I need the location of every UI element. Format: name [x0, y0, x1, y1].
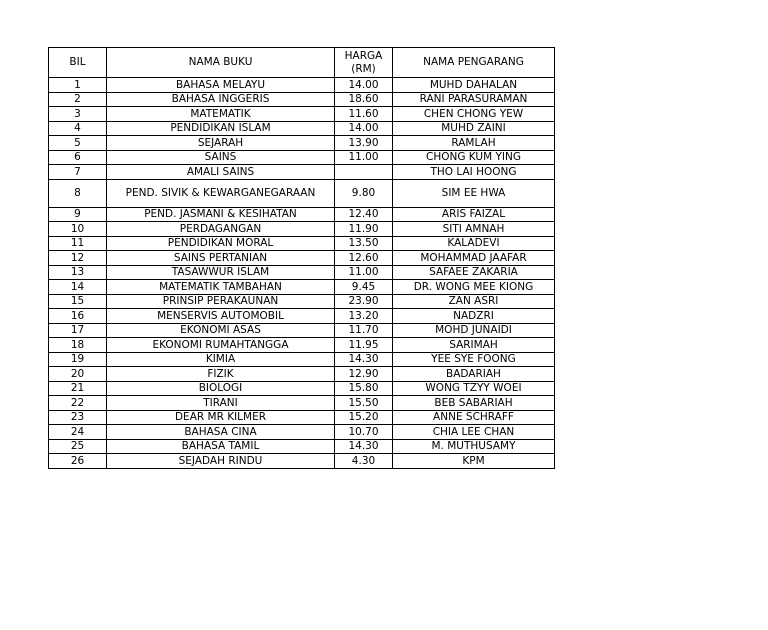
- cell-nama-buku: BAHASA CINA: [107, 425, 335, 440]
- cell-nama-buku: MATEMATIK: [107, 107, 335, 122]
- cell-nama-buku: FIZIK: [107, 367, 335, 382]
- cell-harga: 15.50: [335, 396, 393, 411]
- table-row: [49, 107, 555, 122]
- table-row: [49, 165, 555, 180]
- table-row: [49, 367, 555, 382]
- cell-nama-buku: BAHASA MELAYU: [107, 78, 335, 93]
- table-row: [49, 439, 555, 454]
- cell-nama-buku: SAINS PERTANIAN: [107, 251, 335, 266]
- cell-nama-pengarang: CHEN CHONG YEW: [393, 107, 555, 122]
- cell-harga: 12.90: [335, 367, 393, 382]
- cell-bil: 10: [49, 222, 107, 237]
- header-nama-pengarang: NAMA PENGARANG: [393, 48, 555, 78]
- cell-bil: 12: [49, 251, 107, 266]
- table-row: [49, 150, 555, 165]
- cell-nama-buku: PENDIDIKAN MORAL: [107, 236, 335, 251]
- cell-nama-buku: PEND. JASMANI & KESIHATAN: [107, 207, 335, 222]
- cell-bil: 22: [49, 396, 107, 411]
- cell-nama-buku: DEAR MR KILMER: [107, 410, 335, 425]
- cell-nama-buku: PERDAGANGAN: [107, 222, 335, 237]
- cell-harga: 11.00: [335, 265, 393, 280]
- cell-nama-pengarang: KALADEVI: [393, 236, 555, 251]
- cell-nama-pengarang: RANI PARASURAMAN: [393, 92, 555, 107]
- cell-harga: 12.40: [335, 207, 393, 222]
- cell-harga: 11.00: [335, 150, 393, 165]
- cell-nama-buku: MENSERVIS AUTOMOBIL: [107, 309, 335, 324]
- cell-harga: 14.30: [335, 352, 393, 367]
- cell-harga: 11.90: [335, 222, 393, 237]
- table-row: [49, 222, 555, 237]
- cell-harga: [335, 165, 393, 180]
- cell-nama-pengarang: CHIA LEE CHAN: [393, 425, 555, 440]
- table-row: [49, 92, 555, 107]
- cell-bil: 21: [49, 381, 107, 396]
- cell-nama-pengarang: WONG TZYY WOEI: [393, 381, 555, 396]
- cell-nama-pengarang: BADARIAH: [393, 367, 555, 382]
- table-row: [49, 251, 555, 266]
- table-header: [49, 48, 555, 78]
- cell-nama-pengarang: BEB SABARIAH: [393, 396, 555, 411]
- cell-nama-pengarang: THO LAI HOONG: [393, 165, 555, 180]
- cell-nama-buku: BIOLOGI: [107, 381, 335, 396]
- cell-bil: 16: [49, 309, 107, 324]
- cell-nama-buku: TIRANI: [107, 396, 335, 411]
- cell-harga: 12.60: [335, 251, 393, 266]
- cell-nama-buku: BAHASA TAMIL: [107, 439, 335, 454]
- table-row: [49, 179, 555, 207]
- cell-harga: 15.80: [335, 381, 393, 396]
- table-row: [49, 381, 555, 396]
- cell-nama-buku: KIMIA: [107, 352, 335, 367]
- cell-harga: 18.60: [335, 92, 393, 107]
- cell-nama-pengarang: MUHD DAHALAN: [393, 78, 555, 93]
- cell-harga: 14.30: [335, 439, 393, 454]
- cell-nama-buku: MATEMATIK TAMBAHAN: [107, 280, 335, 295]
- cell-nama-pengarang: MUHD ZAINI: [393, 121, 555, 136]
- table-row: [49, 323, 555, 338]
- table-row: [49, 454, 555, 469]
- cell-bil: 4: [49, 121, 107, 136]
- table-row: [49, 236, 555, 251]
- cell-nama-pengarang: ARIS FAIZAL: [393, 207, 555, 222]
- cell-bil: 6: [49, 150, 107, 165]
- table-row: [49, 294, 555, 309]
- cell-nama-buku: PRINSIP PERAKAUNAN: [107, 294, 335, 309]
- table-row: [49, 121, 555, 136]
- cell-bil: 23: [49, 410, 107, 425]
- cell-nama-pengarang: DR. WONG MEE KIONG: [393, 280, 555, 295]
- table-row: [49, 396, 555, 411]
- cell-harga: 13.20: [335, 309, 393, 324]
- cell-nama-pengarang: KPM: [393, 454, 555, 469]
- cell-nama-pengarang: MOHD JUNAIDI: [393, 323, 555, 338]
- cell-bil: 14: [49, 280, 107, 295]
- cell-nama-pengarang: CHONG KUM YING: [393, 150, 555, 165]
- cell-bil: 24: [49, 425, 107, 440]
- cell-bil: 20: [49, 367, 107, 382]
- cell-bil: 9: [49, 207, 107, 222]
- header-nama-buku: NAMA BUKU: [107, 48, 335, 78]
- cell-harga: 14.00: [335, 78, 393, 93]
- cell-nama-pengarang: ANNE SCHRAFF: [393, 410, 555, 425]
- cell-nama-pengarang: SITI AMNAH: [393, 222, 555, 237]
- header-row: [49, 48, 555, 78]
- cell-nama-buku: EKONOMI RUMAHTANGGA: [107, 338, 335, 353]
- cell-bil: 5: [49, 136, 107, 151]
- cell-bil: 13: [49, 265, 107, 280]
- cell-nama-buku: SEJADAH RINDU: [107, 454, 335, 469]
- cell-nama-pengarang: SIM EE HWA: [393, 179, 555, 207]
- cell-nama-pengarang: SAFAEE ZAKARIA: [393, 265, 555, 280]
- cell-harga: 4.30: [335, 454, 393, 469]
- cell-harga: 9.80: [335, 179, 393, 207]
- table-row: [49, 78, 555, 93]
- cell-nama-buku: SAINS: [107, 150, 335, 165]
- header-harga: [335, 48, 393, 78]
- cell-harga: 11.95: [335, 338, 393, 353]
- cell-nama-pengarang: M. MUTHUSAMY: [393, 439, 555, 454]
- cell-nama-buku: EKONOMI ASAS: [107, 323, 335, 338]
- cell-bil: 15: [49, 294, 107, 309]
- cell-harga: 11.60: [335, 107, 393, 122]
- cell-nama-pengarang: NADZRI: [393, 309, 555, 324]
- cell-nama-pengarang: RAMLAH: [393, 136, 555, 151]
- cell-harga: 23.90: [335, 294, 393, 309]
- table-body: [49, 78, 555, 469]
- cell-nama-pengarang: ZAN ASRI: [393, 294, 555, 309]
- table-row: [49, 207, 555, 222]
- cell-bil: 1: [49, 78, 107, 93]
- cell-harga: 11.70: [335, 323, 393, 338]
- header-bil: BIL: [49, 48, 107, 78]
- cell-nama-pengarang: MOHAMMAD JAAFAR: [393, 251, 555, 266]
- cell-bil: 7: [49, 165, 107, 180]
- cell-bil: 8: [49, 179, 107, 207]
- table-row: [49, 265, 555, 280]
- table-row: [49, 280, 555, 295]
- cell-bil: 3: [49, 107, 107, 122]
- table-row: [49, 425, 555, 440]
- cell-harga: 14.00: [335, 121, 393, 136]
- cell-bil: 18: [49, 338, 107, 353]
- cell-nama-buku: AMALI SAINS: [107, 165, 335, 180]
- cell-nama-buku: TASAWWUR ISLAM: [107, 265, 335, 280]
- cell-bil: 25: [49, 439, 107, 454]
- table-row: [49, 338, 555, 353]
- cell-bil: 26: [49, 454, 107, 469]
- table-row: [49, 352, 555, 367]
- header-harga-line2: (RM): [351, 62, 376, 75]
- header-harga-line1: HARGA: [344, 50, 383, 63]
- cell-nama-buku: SEJARAH: [107, 136, 335, 151]
- cell-nama-pengarang: YEE SYE FOONG: [393, 352, 555, 367]
- cell-nama-buku: BAHASA INGGERIS: [107, 92, 335, 107]
- cell-harga: 13.50: [335, 236, 393, 251]
- cell-bil: 11: [49, 236, 107, 251]
- cell-bil: 2: [49, 92, 107, 107]
- cell-bil: 17: [49, 323, 107, 338]
- cell-bil: 19: [49, 352, 107, 367]
- cell-harga: 9.45: [335, 280, 393, 295]
- table-row: [49, 410, 555, 425]
- book-list-table: [48, 47, 555, 469]
- cell-nama-pengarang: SARIMAH: [393, 338, 555, 353]
- cell-harga: 10.70: [335, 425, 393, 440]
- cell-harga: 13.90: [335, 136, 393, 151]
- cell-nama-buku: PENDIDIKAN ISLAM: [107, 121, 335, 136]
- cell-nama-buku: PEND. SIVIK & KEWARGANEGARAAN: [107, 179, 335, 207]
- cell-harga: 15.20: [335, 410, 393, 425]
- table-row: [49, 136, 555, 151]
- table-row: [49, 309, 555, 324]
